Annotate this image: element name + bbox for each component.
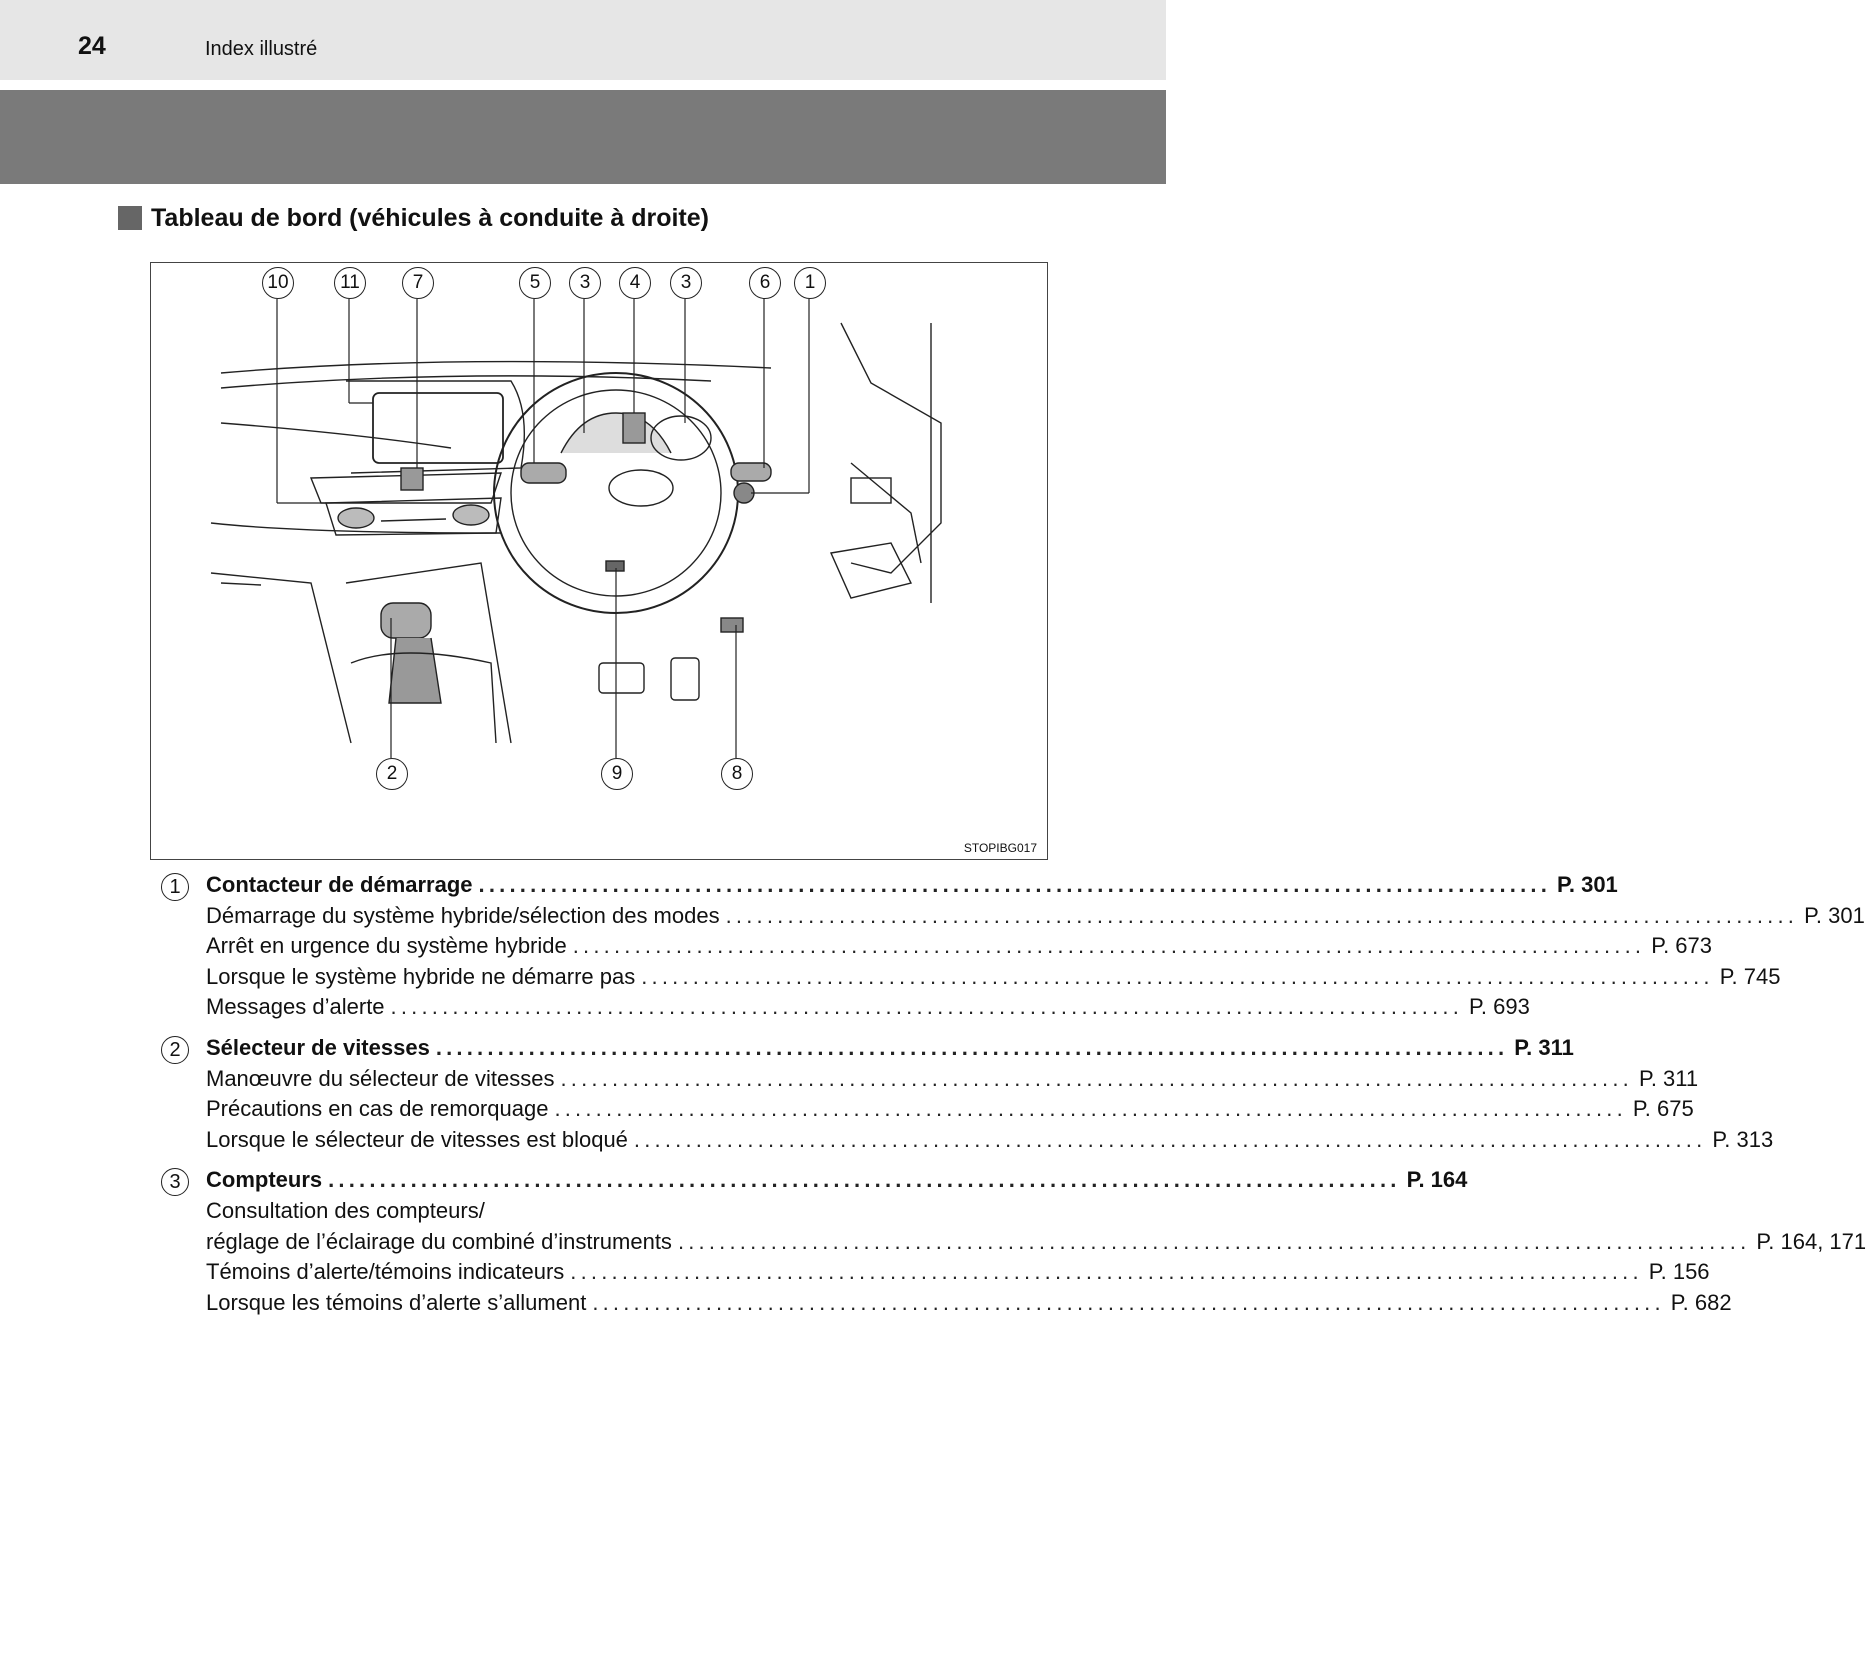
callout-1: 1 [794, 267, 826, 299]
row-label: Consultation des compteurs/ [206, 1196, 491, 1227]
entry-number: 2 [161, 1036, 189, 1064]
header-divider [0, 80, 1166, 88]
index-row [160, 992, 1530, 1023]
horn-emblem [609, 470, 673, 506]
callout-5: 5 [519, 267, 551, 299]
callout-6: 6 [749, 267, 781, 299]
row-label: Démarrage du système hybride/sélection des modes [206, 901, 726, 932]
row-label: Arrêt en urgence du système hybride [206, 931, 573, 962]
entry-number: 1 [161, 873, 189, 901]
running-title: Index illustré [205, 38, 318, 60]
dot-leader: ........................................................................................................ [677, 1228, 1751, 1254]
index-row [160, 1288, 1732, 1319]
row-label: Témoins d’alerte/témoins indicateurs [206, 1257, 570, 1288]
dot-leader: ........................................................................................................ [554, 1096, 1627, 1122]
index-row [160, 1094, 1694, 1125]
dashboard-drawing [151, 263, 1047, 859]
index-row [160, 1196, 1010, 1227]
page-ref: P. 311 [1508, 1033, 1574, 1064]
page-ref: P. 164, 171 [1750, 1227, 1866, 1258]
chapter-band [0, 90, 1166, 184]
page-header [0, 0, 1166, 80]
page-ref: P. 164 [1401, 1165, 1468, 1196]
dashboard-illustration [150, 262, 1048, 860]
page-ref: P. 313 [1706, 1125, 1773, 1156]
index-row [160, 962, 1781, 993]
steering-switch [606, 561, 624, 571]
right-stalk [731, 463, 771, 481]
section-title: Tableau de bord (véhicules à conduite à droite) [151, 204, 709, 232]
index-entry [160, 870, 1865, 1023]
page-ref: P. 673 [1645, 931, 1712, 962]
entry-number: 3 [161, 1168, 189, 1196]
row-label: Contacteur de démarrage [206, 870, 479, 901]
row-label: Précautions en cas de remorquage [206, 1094, 554, 1125]
index-row [160, 1125, 1774, 1156]
page-ref: P. 682 [1665, 1288, 1732, 1319]
dot-leader: ........................................................................................................ [390, 994, 1464, 1020]
page-ref: P. 156 [1643, 1257, 1710, 1288]
dot-leader: ........................................................................................................ [560, 1065, 1633, 1091]
index-row [160, 1165, 1468, 1196]
callout-10: 10 [262, 267, 294, 299]
dot-leader: ........................................................................................................ [572, 933, 1646, 959]
gear-knob [381, 603, 431, 638]
index-row [160, 1064, 1699, 1095]
index-row [160, 1257, 1710, 1288]
callout-7: 7 [402, 267, 434, 299]
page-ref: P. 301 [1551, 870, 1618, 901]
index-row [160, 1227, 1866, 1258]
callout-4: 4 [619, 267, 651, 299]
index-row [160, 870, 1618, 901]
section-marker-square [118, 206, 142, 230]
row-label: réglage de l’éclairage du combiné d’instruments [206, 1227, 678, 1258]
row-label: Manœuvre du sélecteur de vitesses [206, 1064, 561, 1095]
page-ref: P. 745 [1714, 962, 1781, 993]
dot-leader: ........................................................................................................ [725, 902, 1799, 928]
page-number: 24 [78, 32, 106, 60]
dot-leader: ........................................................................................................ [328, 1167, 1401, 1193]
index-row [160, 901, 1865, 932]
row-label: Compteurs [206, 1165, 328, 1196]
figure-code: STOPIBG017 [963, 841, 1037, 855]
dot-leader: ........................................................................................................ [435, 1034, 1509, 1060]
index-entry [160, 1165, 1866, 1318]
dot-leader: ........................................................................................................ [633, 1126, 1707, 1152]
page-ref: P. 675 [1627, 1094, 1694, 1125]
callout-2: 2 [376, 758, 408, 790]
index-list [160, 870, 1866, 1318]
dot-leader: ........................................................................................................ [592, 1289, 1665, 1315]
dot-leader: ........................................................................................................ [478, 872, 1552, 897]
row-label: Lorsque le sélecteur de vitesses est bloqué [206, 1125, 634, 1156]
callout-3a: 3 [569, 267, 601, 299]
callout-8: 8 [721, 758, 753, 790]
display-screen [373, 393, 503, 463]
callout-9: 9 [601, 758, 633, 790]
dot-leader: ........................................................................................................ [570, 1259, 1643, 1285]
page-ref: P. 301 [1798, 901, 1865, 932]
row-label: Messages d’alerte [206, 992, 391, 1023]
row-label: Lorsque les témoins d’alerte s’allument [206, 1288, 592, 1319]
callout-3b: 3 [670, 267, 702, 299]
row-label: Sélecteur de vitesses [206, 1033, 436, 1064]
hazard-button [401, 468, 423, 490]
left-stalk [521, 463, 566, 483]
page-ref: P. 311 [1633, 1064, 1698, 1095]
index-entry [160, 1033, 1774, 1155]
dot-leader: ........................................................................................................ [641, 963, 1714, 989]
lower-switch [721, 618, 743, 632]
index-row [160, 1033, 1574, 1064]
callout-11: 11 [334, 267, 366, 299]
row-label: Lorsque le système hybride ne démarre pas [206, 962, 641, 993]
index-row [160, 931, 1713, 962]
page-ref: P. 693 [1463, 992, 1530, 1023]
